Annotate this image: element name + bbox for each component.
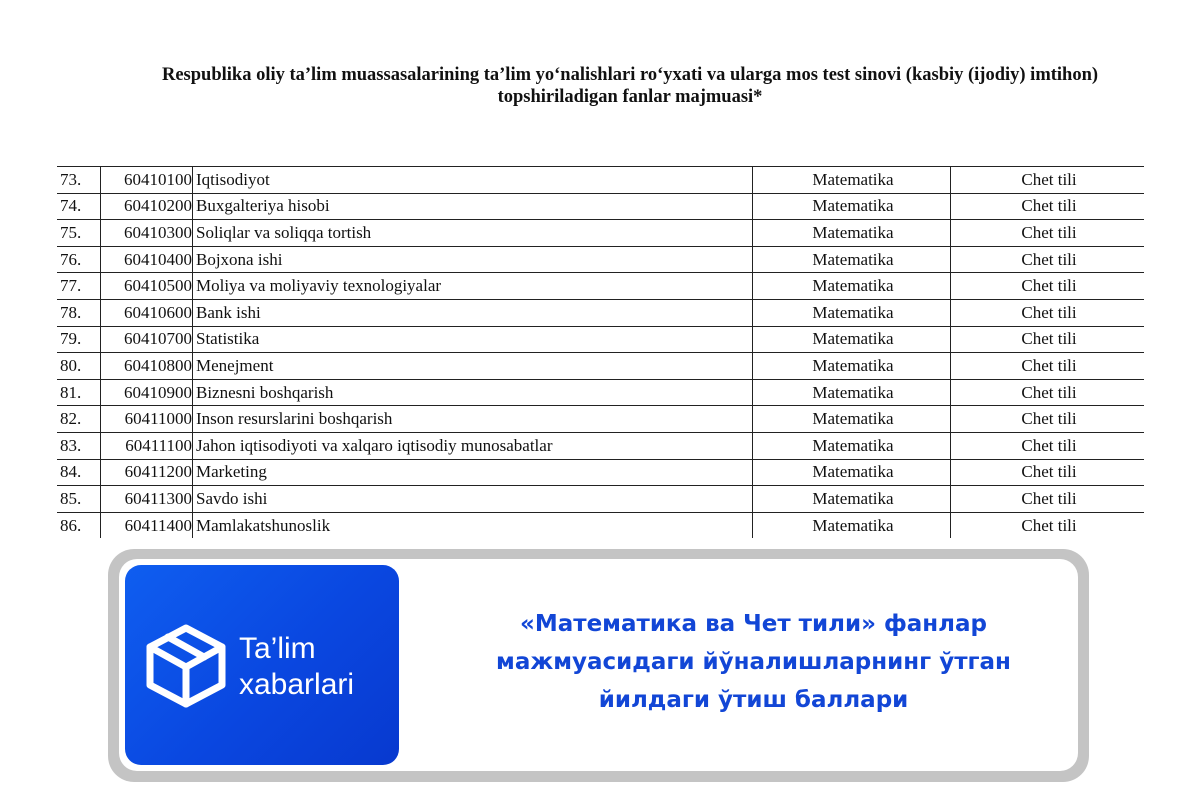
direction-code: 60411400 <box>101 512 193 538</box>
table-row <box>57 167 1144 194</box>
brand-card <box>125 565 399 765</box>
first-subject: Matematika <box>753 326 951 353</box>
first-subject: Matematika <box>753 299 951 326</box>
table-row <box>57 406 1144 433</box>
direction-name: Iqtisodiyot <box>193 167 753 194</box>
direction-name: Moliya va moliyaviy texnologiyalar <box>193 273 753 300</box>
row-number: 84. <box>57 459 101 486</box>
document-title-line-1: Respublika oliy ta’lim muassasalarining ta’lim yo‘nalishlari ro‘yxati va ularga mos test sinovi (kasbiy (ijodiy) imtihon) <box>161 65 1099 85</box>
second-subject: Chet tili <box>951 353 1145 380</box>
direction-name: Buxgalteriya hisobi <box>193 193 753 220</box>
row-number: 83. <box>57 432 101 459</box>
first-subject: Matematika <box>753 273 951 300</box>
second-subject: Chet tili <box>951 273 1145 300</box>
direction-code: 60411100 <box>101 432 193 459</box>
brand-name-line-2: xabarlari <box>239 668 355 701</box>
direction-code: 60410400 <box>101 246 193 273</box>
first-subject: Matematika <box>753 167 951 194</box>
direction-code: 60410500 <box>101 273 193 300</box>
row-number: 75. <box>57 220 101 247</box>
direction-code: 60410900 <box>101 379 193 406</box>
document-title-line-2: topshiriladigan fanlar majmuasi* <box>497 87 763 107</box>
direction-name: Biznesni boshqarish <box>193 379 753 406</box>
direction-code: 60410300 <box>101 220 193 247</box>
headline-line-1: «Математика ва Чет тили» фанлар <box>519 611 988 637</box>
table-row <box>57 353 1144 380</box>
row-number: 79. <box>57 326 101 353</box>
first-subject: Matematika <box>753 379 951 406</box>
direction-name: Soliqlar va soliqqa tortish <box>193 220 753 247</box>
table-row <box>57 512 1144 538</box>
banner-headline <box>429 605 1078 719</box>
table-row <box>57 432 1144 459</box>
second-subject: Chet tili <box>951 167 1145 194</box>
headline-line-2: мажмуасидаги йўналишларнинг ўтган <box>496 649 1011 675</box>
row-number: 74. <box>57 193 101 220</box>
row-number: 76. <box>57 246 101 273</box>
second-subject: Chet tili <box>951 459 1145 486</box>
directions-table <box>57 166 1144 538</box>
brand-name-line-1: Ta’lim <box>239 632 316 665</box>
second-subject: Chet tili <box>951 432 1145 459</box>
table-row <box>57 246 1144 273</box>
second-subject: Chet tili <box>951 299 1145 326</box>
table-row <box>57 299 1144 326</box>
first-subject: Matematika <box>753 246 951 273</box>
row-number: 78. <box>57 299 101 326</box>
first-subject: Matematika <box>753 432 951 459</box>
second-subject: Chet tili <box>951 379 1145 406</box>
second-subject: Chet tili <box>951 512 1145 538</box>
direction-name: Bank ishi <box>193 299 753 326</box>
first-subject: Matematika <box>753 193 951 220</box>
direction-name: Statistika <box>193 326 753 353</box>
cube-box-icon <box>145 623 227 709</box>
direction-code: 60410100 <box>101 167 193 194</box>
second-subject: Chet tili <box>951 220 1145 247</box>
brand-name <box>239 631 354 703</box>
first-subject: Matematika <box>753 406 951 433</box>
row-number: 80. <box>57 353 101 380</box>
direction-code: 60411300 <box>101 486 193 513</box>
direction-name: Menejment <box>193 353 753 380</box>
direction-code: 60410700 <box>101 326 193 353</box>
direction-name: Mamlakatshunoslik <box>193 512 753 538</box>
second-subject: Chet tili <box>951 246 1145 273</box>
direction-code: 60410600 <box>101 299 193 326</box>
direction-name: Savdo ishi <box>193 486 753 513</box>
table-row <box>57 486 1144 513</box>
second-subject: Chet tili <box>951 193 1145 220</box>
promo-banner <box>108 549 1089 782</box>
row-number: 81. <box>57 379 101 406</box>
table-row <box>57 273 1144 300</box>
row-number: 86. <box>57 512 101 538</box>
first-subject: Matematika <box>753 220 951 247</box>
first-subject: Matematika <box>753 459 951 486</box>
second-subject: Chet tili <box>951 486 1145 513</box>
direction-code: 60411200 <box>101 459 193 486</box>
direction-code: 60410200 <box>101 193 193 220</box>
document-title <box>60 64 1200 108</box>
table-row <box>57 379 1144 406</box>
first-subject: Matematika <box>753 512 951 538</box>
row-number: 82. <box>57 406 101 433</box>
direction-name: Jahon iqtisodiyoti va xalqaro iqtisodiy munosabatlar <box>193 432 753 459</box>
table-row <box>57 326 1144 353</box>
banner-inner-panel <box>119 559 1078 771</box>
row-number: 85. <box>57 486 101 513</box>
table-row <box>57 459 1144 486</box>
direction-name: Bojxona ishi <box>193 246 753 273</box>
first-subject: Matematika <box>753 353 951 380</box>
direction-code: 60411000 <box>101 406 193 433</box>
direction-name: Inson resurslarini boshqarish <box>193 406 753 433</box>
headline-line-3: йилдаги ўтиш баллари <box>598 687 909 713</box>
second-subject: Chet tili <box>951 326 1145 353</box>
direction-name: Marketing <box>193 459 753 486</box>
row-number: 73. <box>57 167 101 194</box>
row-number: 77. <box>57 273 101 300</box>
table-row <box>57 220 1144 247</box>
direction-code: 60410800 <box>101 353 193 380</box>
second-subject: Chet tili <box>951 406 1145 433</box>
first-subject: Matematika <box>753 486 951 513</box>
table-row <box>57 193 1144 220</box>
